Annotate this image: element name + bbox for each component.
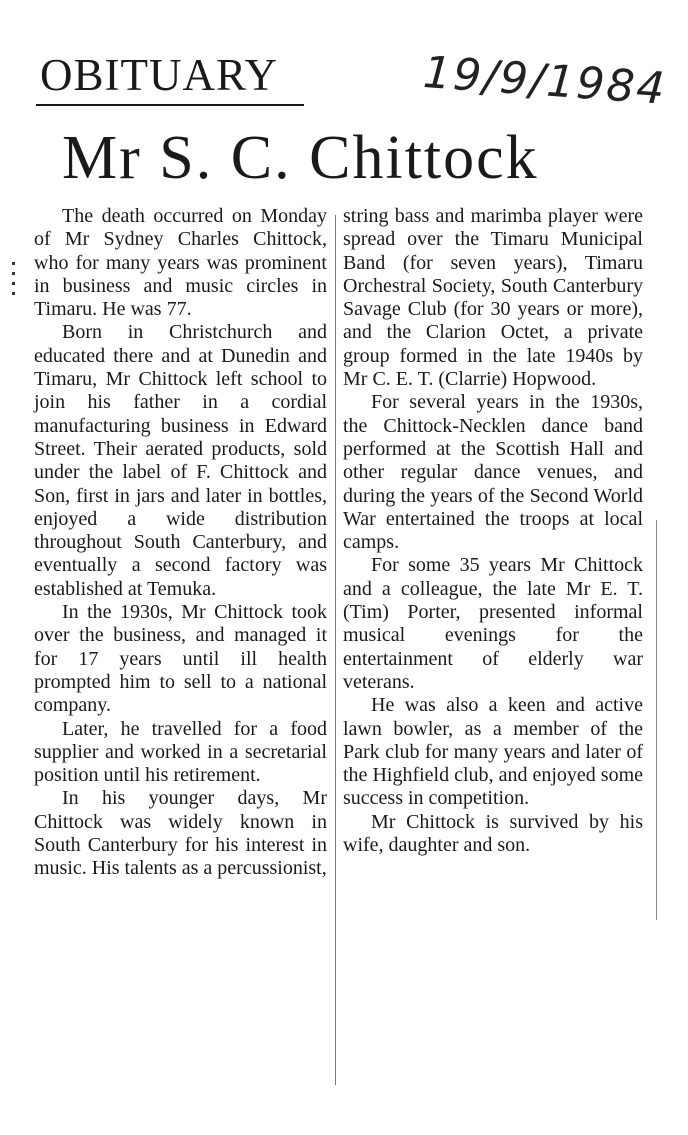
column-divider xyxy=(335,215,336,1085)
article-column-left xyxy=(34,205,327,881)
paragraph-survived-by: Mr Chittock is survived by his wife, daughter and son. xyxy=(343,810,643,857)
clipping-edge xyxy=(656,520,657,920)
obituary-headline: Mr S. C. Chittock xyxy=(62,124,539,192)
paragraph-musical-evenings: For some 35 years Mr Chittock and a colleague, the late Mr E. T. (Tim) Porter, presented informal musical evenings for the entertainment of elderly war veterans. xyxy=(343,554,643,693)
margin-marks xyxy=(12,262,15,302)
paragraph-later-career: Later, he travelled for a food supplier and worked in a secretarial position until his retirement. xyxy=(34,717,327,787)
handwritten-date: 19/9/1984 xyxy=(421,47,669,115)
paragraph-early-life: Born in Christchurch and educated there and at Dunedin and Timaru, Mr Chittock left school to join his father in a cordial manufacturing business in Edward Street. Their aerated products, sold under the label of F. Chittock and Son, first in jars and later in bottles, enjoyed a wide distribution throughout South Canterbury, and eventually a second factory was established at Temuka. xyxy=(34,321,327,600)
article-column-right xyxy=(343,205,643,857)
paragraph-music-intro: In his younger days, Mr Chittock was widely known in South Canterbury for his interest in music. His talents as a percussionist, xyxy=(34,787,327,880)
section-kicker: OBITUARY xyxy=(40,50,279,100)
paragraph-bowls: He was also a keen and active lawn bowler, as a member of the Park club for many years and later of the Highfield club, and enjoyed some success in competition. xyxy=(343,694,643,810)
paragraph-death-notice: The death occurred on Monday of Mr Sydney Charles Chittock, who for many years was prominent in business and music circles in Timaru. He was 77. xyxy=(34,205,327,321)
paragraph-music-groups: string bass and marimba player were spread over the Timaru Municipal Band (for seven years), Timaru Orchestral Society, South Canterbury Savage Club (for 30 years or more), and the Clarion Octet, a private group formed in the late 1940s by Mr C. E. T. (Clarrie) Hopwood. xyxy=(343,205,643,391)
paragraph-business: In the 1930s, Mr Chittock took over the business, and managed it for 17 years until ill health prompted him to sell to a national company. xyxy=(34,601,327,717)
kicker-underline xyxy=(36,104,304,106)
paragraph-dance-band: For several years in the 1930s, the Chittock-Necklen dance band performed at the Scottish Hall and other regular dance venues, and during the years of the Second World War entertained the troops at local camps. xyxy=(343,391,643,554)
